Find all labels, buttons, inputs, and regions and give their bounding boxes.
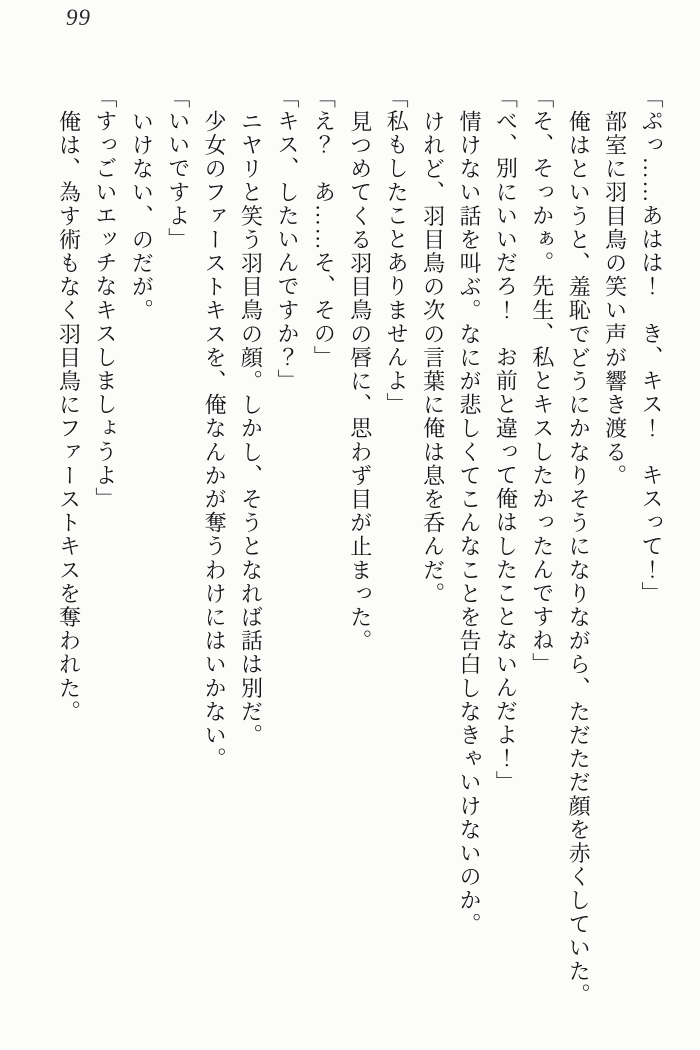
text-line: 俺は、為す術もなく羽目鳥にファーストキスを奪われた。 bbox=[56, 109, 82, 724]
text-line: 部室に羽目鳥の笑い声が響き渡る。 bbox=[602, 109, 628, 488]
text-line: 情けない話を叫ぶ。なにが悲しくてこんなことを告白しなきゃいけないのか。 bbox=[456, 109, 482, 936]
text-line: ニヤリと笑う羽目鳥の顔。しかし、そうとなれば話は別だ。 bbox=[238, 109, 264, 747]
text-body bbox=[50, 86, 669, 1026]
page-number: 99 bbox=[66, 5, 91, 30]
text-line: けれど、羽目鳥の次の言葉に俺は息を呑んだ。 bbox=[420, 109, 446, 606]
text-line: 「ぷっ……あはは！ き、キス！ キスって！」 bbox=[639, 86, 664, 606]
text-line: 見つめてくる羽目鳥の唇に、思わず目が止まった。 bbox=[347, 109, 373, 653]
text-line: 「え？ あ……そ、その」 bbox=[311, 86, 337, 370]
text-line: 「いいですよ」 bbox=[165, 86, 191, 252]
text-line: いけない、のだが。 bbox=[129, 109, 155, 322]
text-line: 少女のファーストキスを、俺なんかが奪うわけにはいかない。 bbox=[202, 109, 228, 771]
text-line: 「すっごいエッチなキスしましょうよ」 bbox=[92, 86, 118, 511]
text-line: 俺はというと、羞恥でどうにかなりそうになりながら、ただただ顔を赤くしていた。 bbox=[566, 109, 592, 1007]
text-line: 「そ、そっかぁ。先生、私とキスしたかったんですね」 bbox=[529, 86, 555, 676]
text-line: 「私もしたことありませんよ」 bbox=[384, 86, 410, 417]
text-line: 「キス、したいんですか？」 bbox=[274, 86, 300, 393]
text-line: 「べ、別にいいだろ！ お前と違って俺はしたことないんだよ！」 bbox=[493, 86, 519, 794]
